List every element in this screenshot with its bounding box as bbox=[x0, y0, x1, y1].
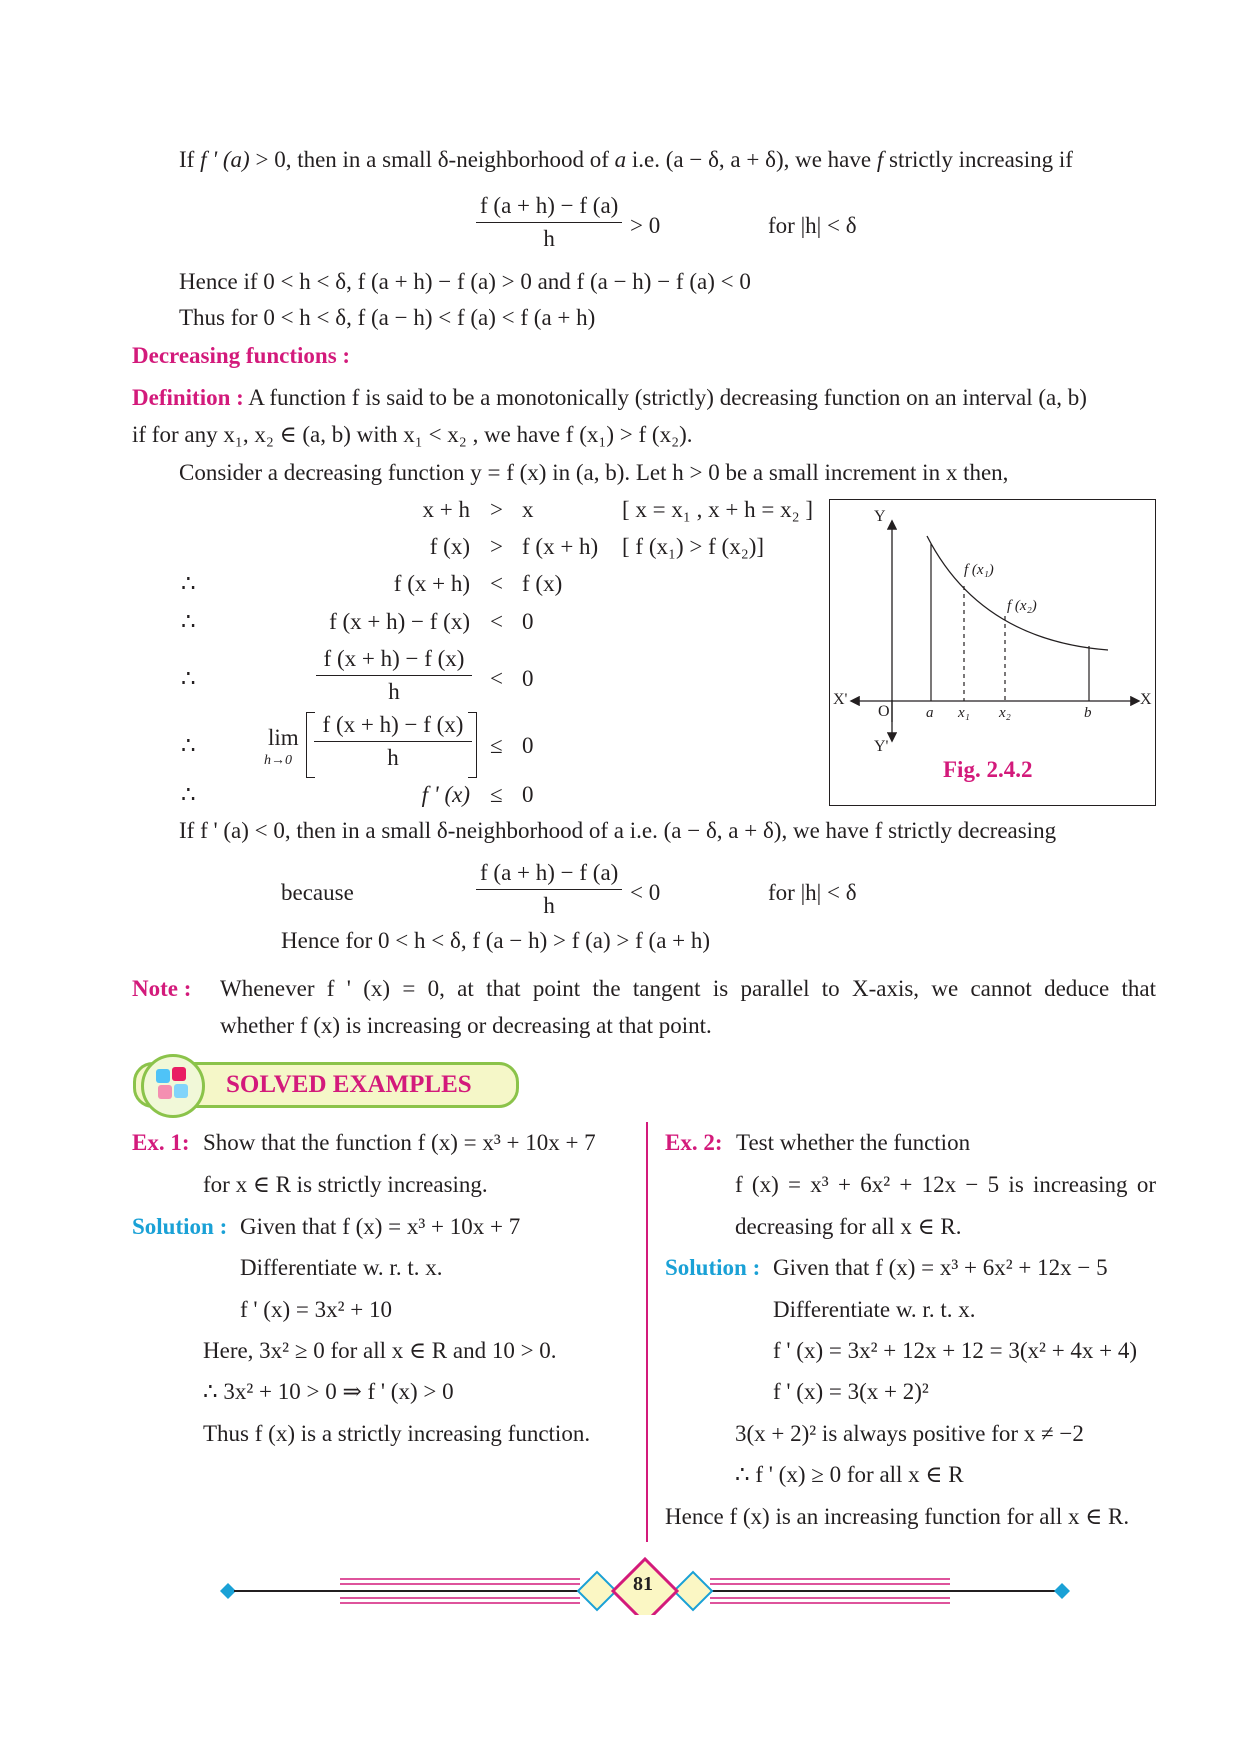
step-rhs: 0 bbox=[522, 733, 534, 758]
intro-condition: for |h| < δ bbox=[768, 213, 857, 238]
step-rhs: 0 bbox=[522, 666, 534, 691]
ex2-question-line-2: f (x) = x³ + 6x² + 12x − 5 is increasing or bbox=[735, 1172, 1156, 1197]
decreasing-fraction-relation: < 0 bbox=[630, 880, 661, 905]
step-lhs: f (x) bbox=[429, 534, 470, 559]
ex1-solution-line: Given that f (x) = x³ + 10x + 7 bbox=[240, 1214, 521, 1239]
consider-line: Consider a decreasing function y = f (x) in (a, b). Let h > 0 be a small increment in x then, bbox=[179, 460, 1009, 485]
therefore-symbol: ∴ bbox=[181, 782, 196, 807]
ex2-solution-line: f ' (x) = 3x² + 12x + 12 = 3(x² + 4x + 4) bbox=[773, 1338, 1138, 1363]
step-rhs: f (x + h) bbox=[522, 534, 599, 559]
ex2-solution-line: ∴ f ' (x) ≥ 0 for all x ∈ R bbox=[735, 1462, 964, 1487]
label-fx1: f (x₁) bbox=[964, 562, 994, 578]
step-lhs: f (x + h) − f (x) bbox=[329, 609, 470, 634]
ex2-solution-line: 3(x + 2)² is always positive for x ≠ −2 bbox=[735, 1421, 1084, 1446]
ex2-solution-line: f ' (x) = 3(x + 2)² bbox=[773, 1379, 929, 1404]
right-bracket bbox=[468, 712, 477, 778]
step-rhs: x bbox=[522, 497, 534, 522]
ex2-solution-line: Hence f (x) is an increasing function for all x ∈ R. bbox=[665, 1504, 1130, 1529]
step-lhs: f ' (x) bbox=[421, 782, 470, 807]
step-note: [ x = x₁ , x + h = x₂ ] bbox=[622, 497, 814, 522]
ex1-solution-label: Solution : bbox=[132, 1214, 228, 1239]
page-number: 81 bbox=[633, 1573, 653, 1595]
step-rhs: f (x) bbox=[522, 571, 563, 596]
ex2-solution-line: Given that f (x) = x³ + 6x² + 12x − 5 bbox=[773, 1255, 1108, 1280]
ex1-label: Ex. 1: bbox=[132, 1130, 190, 1155]
decreasing-hence-line: Hence for 0 < h < δ, f (a − h) > f (a) > f (a + h) bbox=[281, 928, 711, 953]
ex1-question-line-1: Show that the function f (x) = x³ + 10x + 7 bbox=[203, 1130, 596, 1155]
ex2-question-line-3: decreasing for all x ∈ R. bbox=[735, 1214, 962, 1239]
step-fraction: f (x + h) − f (x) h bbox=[316, 646, 472, 705]
label-x-negative: X' bbox=[833, 691, 848, 708]
footer-diamond-right bbox=[1054, 1583, 1070, 1599]
ex1-solution-line: ∴ 3x² + 10 > 0 ⇒ f ' (x) > 0 bbox=[203, 1379, 454, 1404]
ex1-question-line-2: for x ∈ R is strictly increasing. bbox=[203, 1172, 488, 1197]
step-relation: > bbox=[490, 534, 503, 559]
step-note: [ f (x₁) > f (x₂)] bbox=[622, 534, 765, 559]
definition-line-2: if for any x₁, x₂ ∈ (a, b) with x₁ < x₂ , we have f (x₁) > f (x₂). bbox=[132, 422, 693, 447]
ex1-solution-line: Here, 3x² ≥ 0 for all x ∈ R and 10 > 0. bbox=[203, 1338, 557, 1363]
ex2-solution-line: Differentiate w. r. t. x. bbox=[773, 1297, 976, 1322]
section-heading-decreasing: Decreasing functions : bbox=[132, 343, 351, 368]
label-y: Y bbox=[874, 508, 886, 525]
therefore-symbol: ∴ bbox=[181, 571, 196, 596]
step-lhs: f (x + h) bbox=[393, 571, 470, 596]
limit-subscript: h→0 bbox=[264, 753, 292, 768]
column-divider bbox=[646, 1122, 648, 1542]
label-a: a bbox=[926, 705, 934, 721]
ex2-label: Ex. 2: bbox=[665, 1130, 723, 1155]
ex1-solution-line: f ' (x) = 3x² + 10 bbox=[240, 1297, 392, 1322]
limit-fraction: f (x + h) − f (x) h bbox=[314, 712, 472, 771]
step-relation: ≤ bbox=[490, 733, 503, 758]
limit-label: lim bbox=[268, 725, 299, 750]
label-y-negative: Y' bbox=[874, 738, 889, 755]
label-fx2: f (x₂) bbox=[1007, 598, 1037, 614]
ex2-solution-label: Solution : bbox=[665, 1255, 761, 1280]
step-relation: ≤ bbox=[490, 782, 503, 807]
step-rhs: 0 bbox=[522, 609, 534, 634]
note-text-line-2: whether f (x) is increasing or decreasing at that point. bbox=[220, 1013, 712, 1038]
step-relation: < bbox=[490, 609, 503, 634]
decreasing-fraction: f (a + h) − f (a) h bbox=[476, 860, 622, 919]
ex1-solution-line: Differentiate w. r. t. x. bbox=[240, 1255, 443, 1280]
puzzle-icon bbox=[141, 1054, 205, 1118]
decreasing-condition: for |h| < δ bbox=[768, 880, 857, 905]
because-word: because bbox=[281, 880, 354, 905]
decreasing-condition-line: If f ' (a) < 0, then in a small δ-neighborhood of a i.e. (a − δ, a + δ), we have f strictly decreasing bbox=[179, 818, 1057, 843]
figure-caption: Fig. 2.4.2 bbox=[943, 757, 1033, 782]
solved-examples-title: SOLVED EXAMPLES bbox=[226, 1071, 472, 1098]
intro-fraction-relation: > 0 bbox=[630, 213, 661, 238]
therefore-symbol: ∴ bbox=[181, 609, 196, 634]
definition-line-1: Definition : A function f is said to be a monotonically (strictly) decreasing function on an interval (a, b) bbox=[132, 385, 1087, 410]
step-lhs: x + h bbox=[422, 497, 470, 522]
therefore-symbol: ∴ bbox=[181, 666, 196, 691]
therefore-symbol: ∴ bbox=[181, 733, 196, 758]
intro-fraction: f (a + h) − f (a) h bbox=[476, 193, 622, 252]
intro-thus-line: Thus for 0 < h < δ, f (a − h) < f (a) < f (a + h) bbox=[179, 305, 596, 330]
note-label: Note : bbox=[132, 976, 192, 1001]
decreasing-curve bbox=[927, 536, 1108, 650]
label-x2: x₂ bbox=[999, 705, 1011, 721]
footer-diamond-left bbox=[220, 1583, 236, 1599]
step-rhs: 0 bbox=[522, 782, 534, 807]
label-origin: O bbox=[878, 703, 890, 720]
step-relation: < bbox=[490, 666, 503, 691]
step-relation: < bbox=[490, 571, 503, 596]
label-b: b bbox=[1084, 705, 1092, 721]
note-text-line-1: Whenever f ' (x) = 0, at that point the tangent is parallel to X-axis, we cannot deduce that bbox=[220, 976, 1156, 1001]
label-x1: x₁ bbox=[958, 705, 970, 721]
intro-line-1: If f ' (a) > 0, then in a small δ-neighborhood of a i.e. (a − δ, a + δ), we have f strictly increasing if bbox=[179, 147, 1073, 172]
intro-hence-line: Hence if 0 < h < δ, f (a + h) − f (a) > 0 and f (a − h) − f (a) < 0 bbox=[179, 269, 751, 294]
label-x: X bbox=[1140, 691, 1152, 708]
ex2-question-line-1: Test whether the function bbox=[736, 1130, 971, 1155]
ex1-solution-line: Thus f (x) is a strictly increasing function. bbox=[203, 1421, 591, 1446]
figure-decreasing-function bbox=[829, 499, 1156, 806]
step-relation: > bbox=[490, 497, 503, 522]
